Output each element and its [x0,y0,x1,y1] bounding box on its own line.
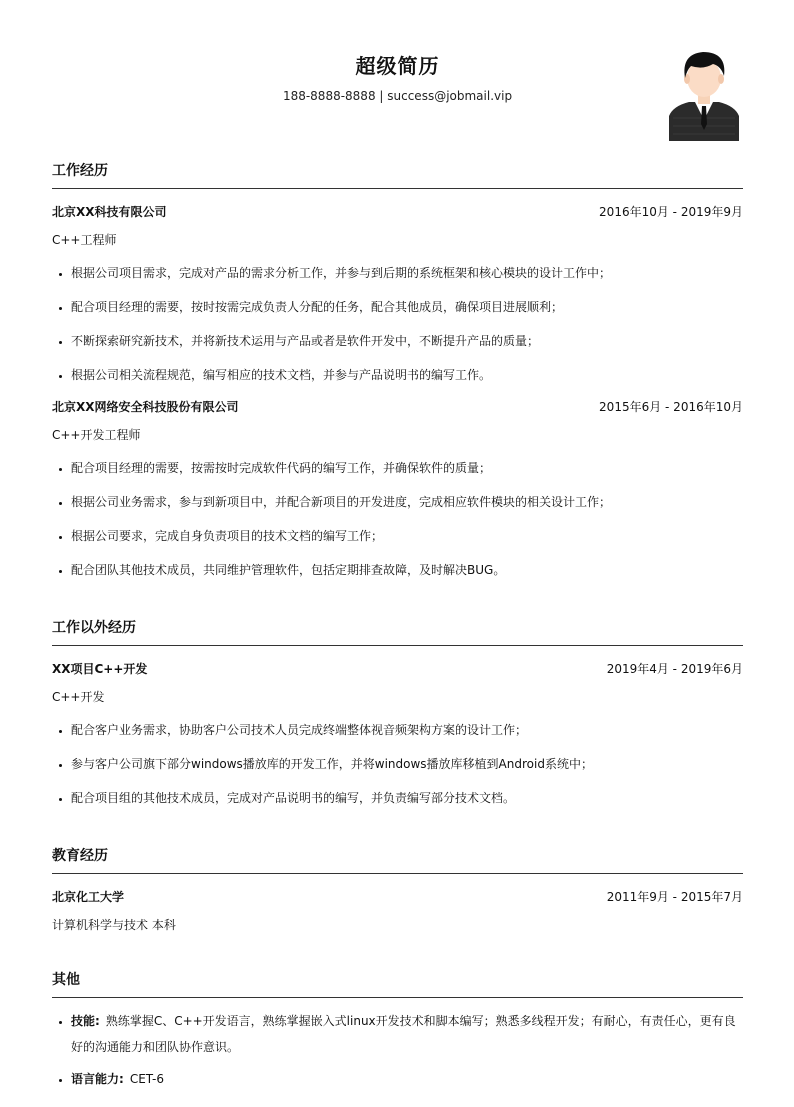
duty-item: • 配合项目经理的需要，按需按时完成软件代码的编写工作，并确保软件的质量； [71,451,743,485]
job-role: C++工程师 [52,233,117,247]
entry-date: 2011年9月 - 2015年7月 [606,890,743,904]
skill-text: 熟练掌握C、C++开发语言，熟练掌握嵌入式linux开发技术和脚本编写；熟悉多线程开发；有耐心，有责任心，更有良好的沟通能力和团队协作意识。 [71,1014,736,1054]
entry-date: 2016年10月 - 2019年9月 [599,205,743,219]
school-name: 北京化工大学 [52,890,125,904]
duty-item: • 配合项目经理的需要，按时按需完成负责人分配的任务，配合其他成员，确保项目进展顺利； [71,290,743,324]
work-entry [52,398,743,587]
duty-item: • 根据公司要求，完成自身负责项目的技术文档的编写工作； [71,519,743,553]
project-entry [52,660,743,815]
duty-item: • 不断探索研究新技术，并将新技术运用与产品或者是软件开发中，不断提升产品的质量； [71,324,743,358]
duty-item: • 配合客户业务需求，协助客户公司技术人员完成终端整体视音频架构方案的设计工作； [71,713,743,747]
candidate-name: 超级简历 [355,54,440,78]
job-role: C++开发工程师 [52,428,141,442]
misc-section [52,959,743,1092]
other-section-title: 工作以外经历 [52,607,743,646]
skill-item [71,1008,743,1060]
work-entry [52,203,743,392]
language-label: 语言能力: [71,1072,124,1086]
skill-label: 技能: [71,1014,100,1028]
duty-item: • 根据公司相关流程规范，编写相应的技术文档，并参与产品说明书的编写工作。 [71,358,743,392]
entry-date: 2019年4月 - 2019年6月 [606,662,743,676]
duty-item: • 配合团队其他技术成员，共同维护管理软件，包括定期排查故障，及时解决BUG。 [71,553,743,587]
resume-header [52,0,743,150]
education-section [52,835,743,933]
duty-item: • 根据公司业务需求，参与到新项目中，并配合新项目的开发进度，完成相应软件模块的相关设计工作； [71,485,743,519]
duty-list [52,256,743,392]
work-experience-section [52,150,743,587]
entry-date: 2015年6月 - 2016年10月 [599,400,743,414]
work-section-title: 工作经历 [52,150,743,189]
duty-item: • 参与客户公司旗下部分windows播放库的开发工作，并将windows播放库移植到Android系统中； [71,747,743,781]
company-name: 北京XX网络安全科技股份有限公司 [52,400,239,414]
contact-info: 188-8888-8888 | success@jobmail.vip [282,89,513,103]
avatar [669,48,739,141]
job-role: C++开发 [52,690,105,704]
duty-list [52,451,743,587]
duty-item: • 根据公司项目需求，完成对产品的需求分析工作，并参与到后期的系统框架和核心模块的设计工作中； [71,256,743,290]
major: 计算机科学与技术 本科 [52,918,176,932]
duty-item: • 配合项目组的其他技术成员，完成对产品说明书的编写，并负责编写部分技术文档。 [71,781,743,815]
misc-section-title: 其他 [52,959,743,998]
education-section-title: 教育经历 [52,835,743,874]
language-item [71,1066,743,1092]
resume-page [52,0,743,1098]
misc-list [52,1008,743,1092]
company-name: 北京XX科技有限公司 [52,205,167,219]
duty-list [52,713,743,815]
project-name: XX项目C++开发 [52,662,148,676]
other-experience-section [52,607,743,815]
language-text: CET-6 [129,1072,164,1086]
